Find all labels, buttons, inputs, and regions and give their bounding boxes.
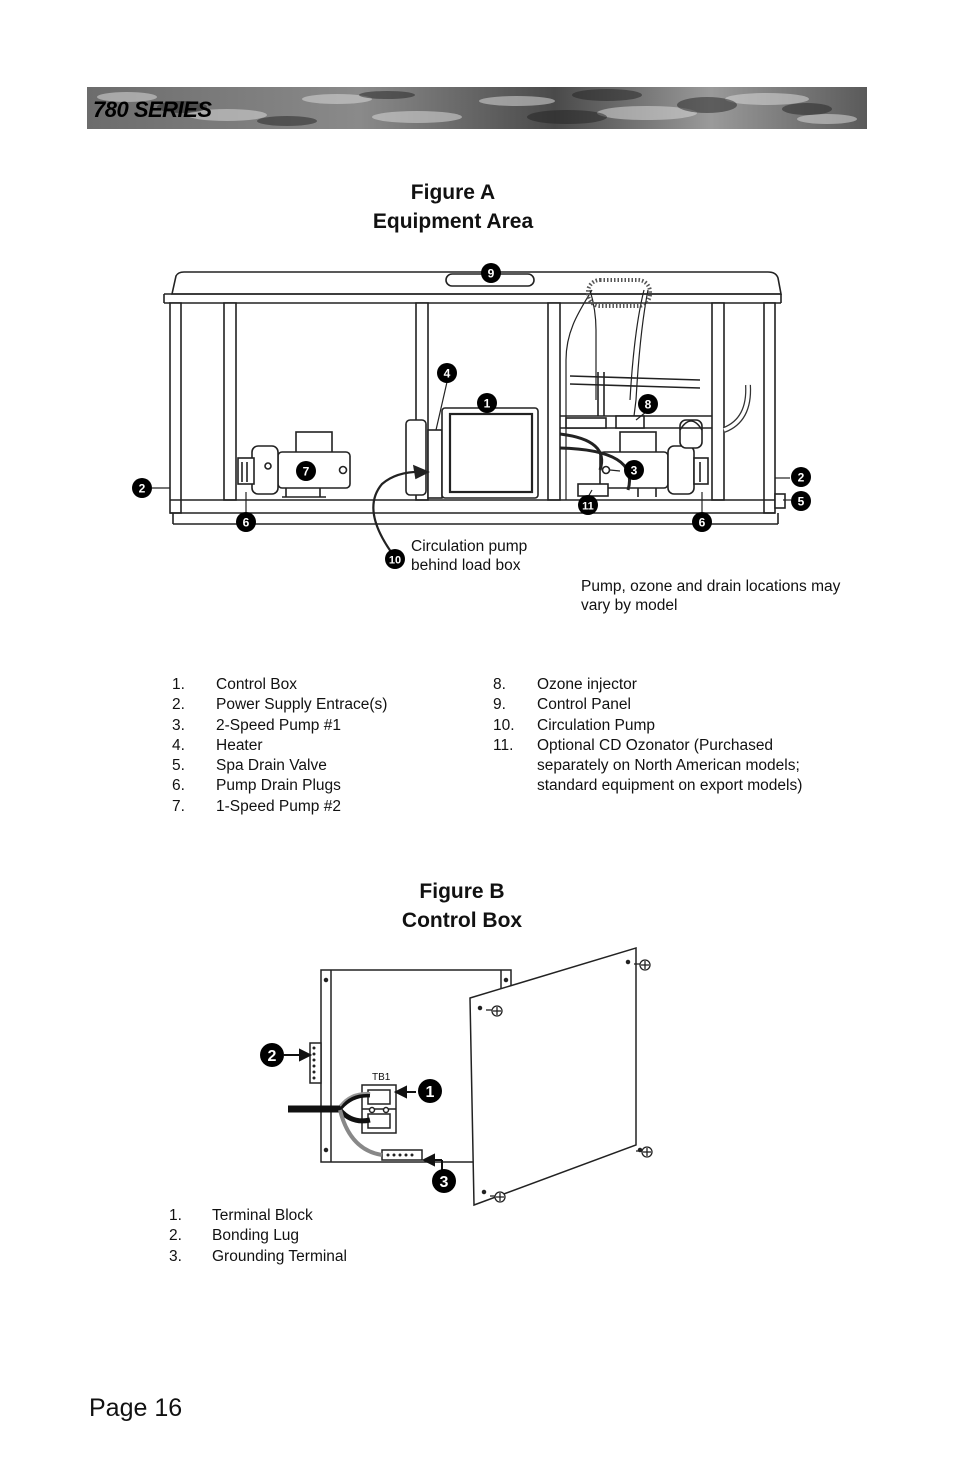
circulation-pump-note-line2: behind load box xyxy=(411,557,521,574)
callout-1 xyxy=(477,393,497,413)
list-item: 10. Circulation Pump xyxy=(493,716,656,734)
callout-b-3 xyxy=(432,1169,456,1193)
callout-6-right xyxy=(692,512,712,532)
callout-b-2 xyxy=(260,1043,284,1067)
callout-b-1 xyxy=(418,1079,442,1103)
figure-a-title-line2: Equipment Area xyxy=(372,210,534,233)
list-item: 9. Control Panel xyxy=(493,696,631,714)
callout-1-label: 1 xyxy=(483,396,491,411)
callout-2-left-label: 2 xyxy=(138,481,146,496)
series-title: 780 SERIES xyxy=(93,97,212,122)
callout-5-label: 5 xyxy=(797,494,805,509)
callout-6-left xyxy=(236,512,256,532)
circulation-pump-note-line1: Circulation pump xyxy=(411,538,528,555)
callout-3 xyxy=(624,460,644,480)
location-note-line2: vary by model xyxy=(581,597,678,614)
callout-9 xyxy=(481,263,501,283)
control-box-diagram xyxy=(0,940,954,1210)
figure-a-title xyxy=(303,178,603,236)
list-item: 2. Power Supply Entrace(s) xyxy=(172,696,388,714)
page-number: Page 16 xyxy=(89,1394,183,1422)
figure-b-title-line1: Figure B xyxy=(419,880,505,903)
callout-9-label: 9 xyxy=(487,266,495,281)
callout-7 xyxy=(296,461,316,481)
callout-3-label: 3 xyxy=(630,463,638,478)
list-item: 3. Grounding Terminal xyxy=(169,1247,347,1265)
list-item: 6. Pump Drain Plugs xyxy=(172,777,341,795)
list-item: 5. Spa Drain Valve xyxy=(172,757,327,775)
callout-4 xyxy=(437,363,457,383)
callout-6-left-label: 6 xyxy=(242,515,250,530)
list-item: 11. Optional CD Ozonator (Purchased separately on North American models; standard equipment on export models) xyxy=(493,736,803,795)
callout-6-right-label: 6 xyxy=(698,515,706,530)
callout-7-label: 7 xyxy=(302,464,310,479)
list-item: 2. Bonding Lug xyxy=(169,1227,300,1245)
callout-2-left xyxy=(132,478,152,498)
callout-2-right xyxy=(791,467,811,487)
figure-b-title-line2: Control Box xyxy=(401,909,523,932)
figure-a-legend-right xyxy=(493,675,833,797)
tb1-label: TB1 xyxy=(372,1072,391,1083)
callout-b-3-label: 3 xyxy=(439,1174,449,1191)
figure-a-legend-left xyxy=(172,675,472,817)
list-item: 8. Ozone injector xyxy=(493,676,637,693)
callout-5 xyxy=(791,491,811,511)
list-item: 4. Heater xyxy=(172,736,263,754)
location-note-line1: Pump, ozone and drain locations may xyxy=(581,578,841,595)
callout-8 xyxy=(638,394,658,414)
callout-10 xyxy=(385,549,405,569)
callout-b-1-label: 1 xyxy=(425,1084,435,1101)
circulation-pump-note xyxy=(411,537,611,575)
figure-a-title-line1: Figure A xyxy=(410,181,496,204)
callout-4-label: 4 xyxy=(443,366,451,381)
list-item: 7. 1-Speed Pump #2 xyxy=(172,797,341,815)
callout-11 xyxy=(578,495,598,515)
figure-b-legend xyxy=(169,1206,469,1267)
callout-8-label: 8 xyxy=(644,397,652,412)
figure-b-title xyxy=(312,877,612,935)
list-item: 1. Terminal Block xyxy=(169,1207,313,1224)
callout-b-2-label: 2 xyxy=(267,1048,277,1065)
list-item: 3. 2-Speed Pump #1 xyxy=(172,716,341,734)
callout-11-label: 11 xyxy=(582,500,594,513)
list-item: 1. Control Box xyxy=(172,676,297,693)
location-note xyxy=(581,577,881,615)
callout-2-right-label: 2 xyxy=(797,470,805,485)
callout-10-label: 10 xyxy=(388,554,402,567)
